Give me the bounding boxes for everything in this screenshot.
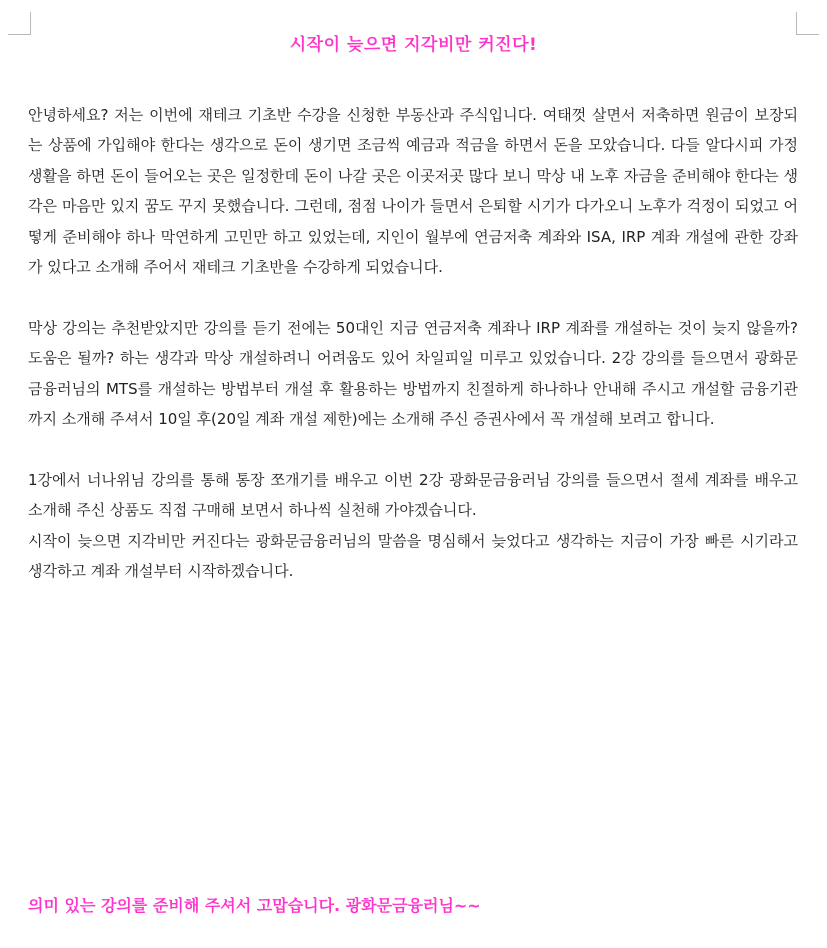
paragraph-intro: 안녕하세요? 저는 이번에 재테크 기초반 수강을 신청한 부동산과 주식입니다. 여태껏 살면서 저축하면 원금이 보장되는 상품에 가입해야 한다는 생각으로 돈이 생기면 조금씩 예금과 적금을 하면서 돈을 모았습니다. 다들 알다시피 가정생활을 하면 돈이 들어오는 곳은 일정한데 돈이 나갈 곳은 이곳저곳 많다 보니 막상 내 노후 자금을 준비해야 한다는 생각은 마음만 있지 꿈도 꾸지 못했습니다. 그런데, 점점 나이가 들면서 은퇴할 시기가 다가오니 노후가 걱정이 되었고 어떻게 준비해야 하나 막연하게 고민만 하고 있었는데, 지인이 월부에 연금저축 계좌와 ISA, IRP 계좌 개설에 관한 강좌가 있다고 소개해 주어서 재테크 기초반을 수강하게 되었습니다. xyxy=(28,106,798,277)
paragraph-lecture-2: 막상 강의는 추천받았지만 강의를 듣기 전에는 50대인 지금 연금저축 계좌나 IRP 계좌를 개설하는 것이 늦지 않을까? 도움은 될까? 하는 생각과 막상 개설하려니 어려움도 있어 차일피일 미루고 있었습니다. 2강 강의를 들으면서 광화문금융러님의 MTS를 개설하는 방법부터 개설 후 활용하는 방법까지 친절하게 하나하나 안내해 주시고 개설할 금융기관까지 소개해 주셔서 10일 후(20일 계좌 개설 제한)에는 소개해 주신 증권사에서 꼭 개설해 보려고 합니다. xyxy=(28,318,798,429)
document-body[interactable] xyxy=(28,100,798,586)
paragraph-resolution: 시작이 늦으면 지각비만 커진다는 광화문금융러님의 말씀을 명심해서 늦었다고 생각하는 지금이 가장 빠른 시기라고 생각하고 계좌 개설부터 시작하겠습니다. xyxy=(28,531,798,581)
paragraph-spacer xyxy=(28,282,798,312)
paragraph-lecture-1: 1강에서 너나위님 강의를 통해 통장 쪼개기를 배우고 이번 2강 광화문금융러님 강의를 들으면서 절세 계좌를 배우고 소개해 주신 상품도 직접 구매해 보면서 하나씩 실천해 가야겠습니다. xyxy=(28,470,798,520)
document-title: 시작이 늦으면 지각비만 커진다! xyxy=(289,35,538,55)
closing-message: 의미 있는 강의를 준비해 주셔서 고맙습니다. 광화문금융러님~~ xyxy=(28,896,481,915)
paragraph-spacer xyxy=(28,434,798,464)
